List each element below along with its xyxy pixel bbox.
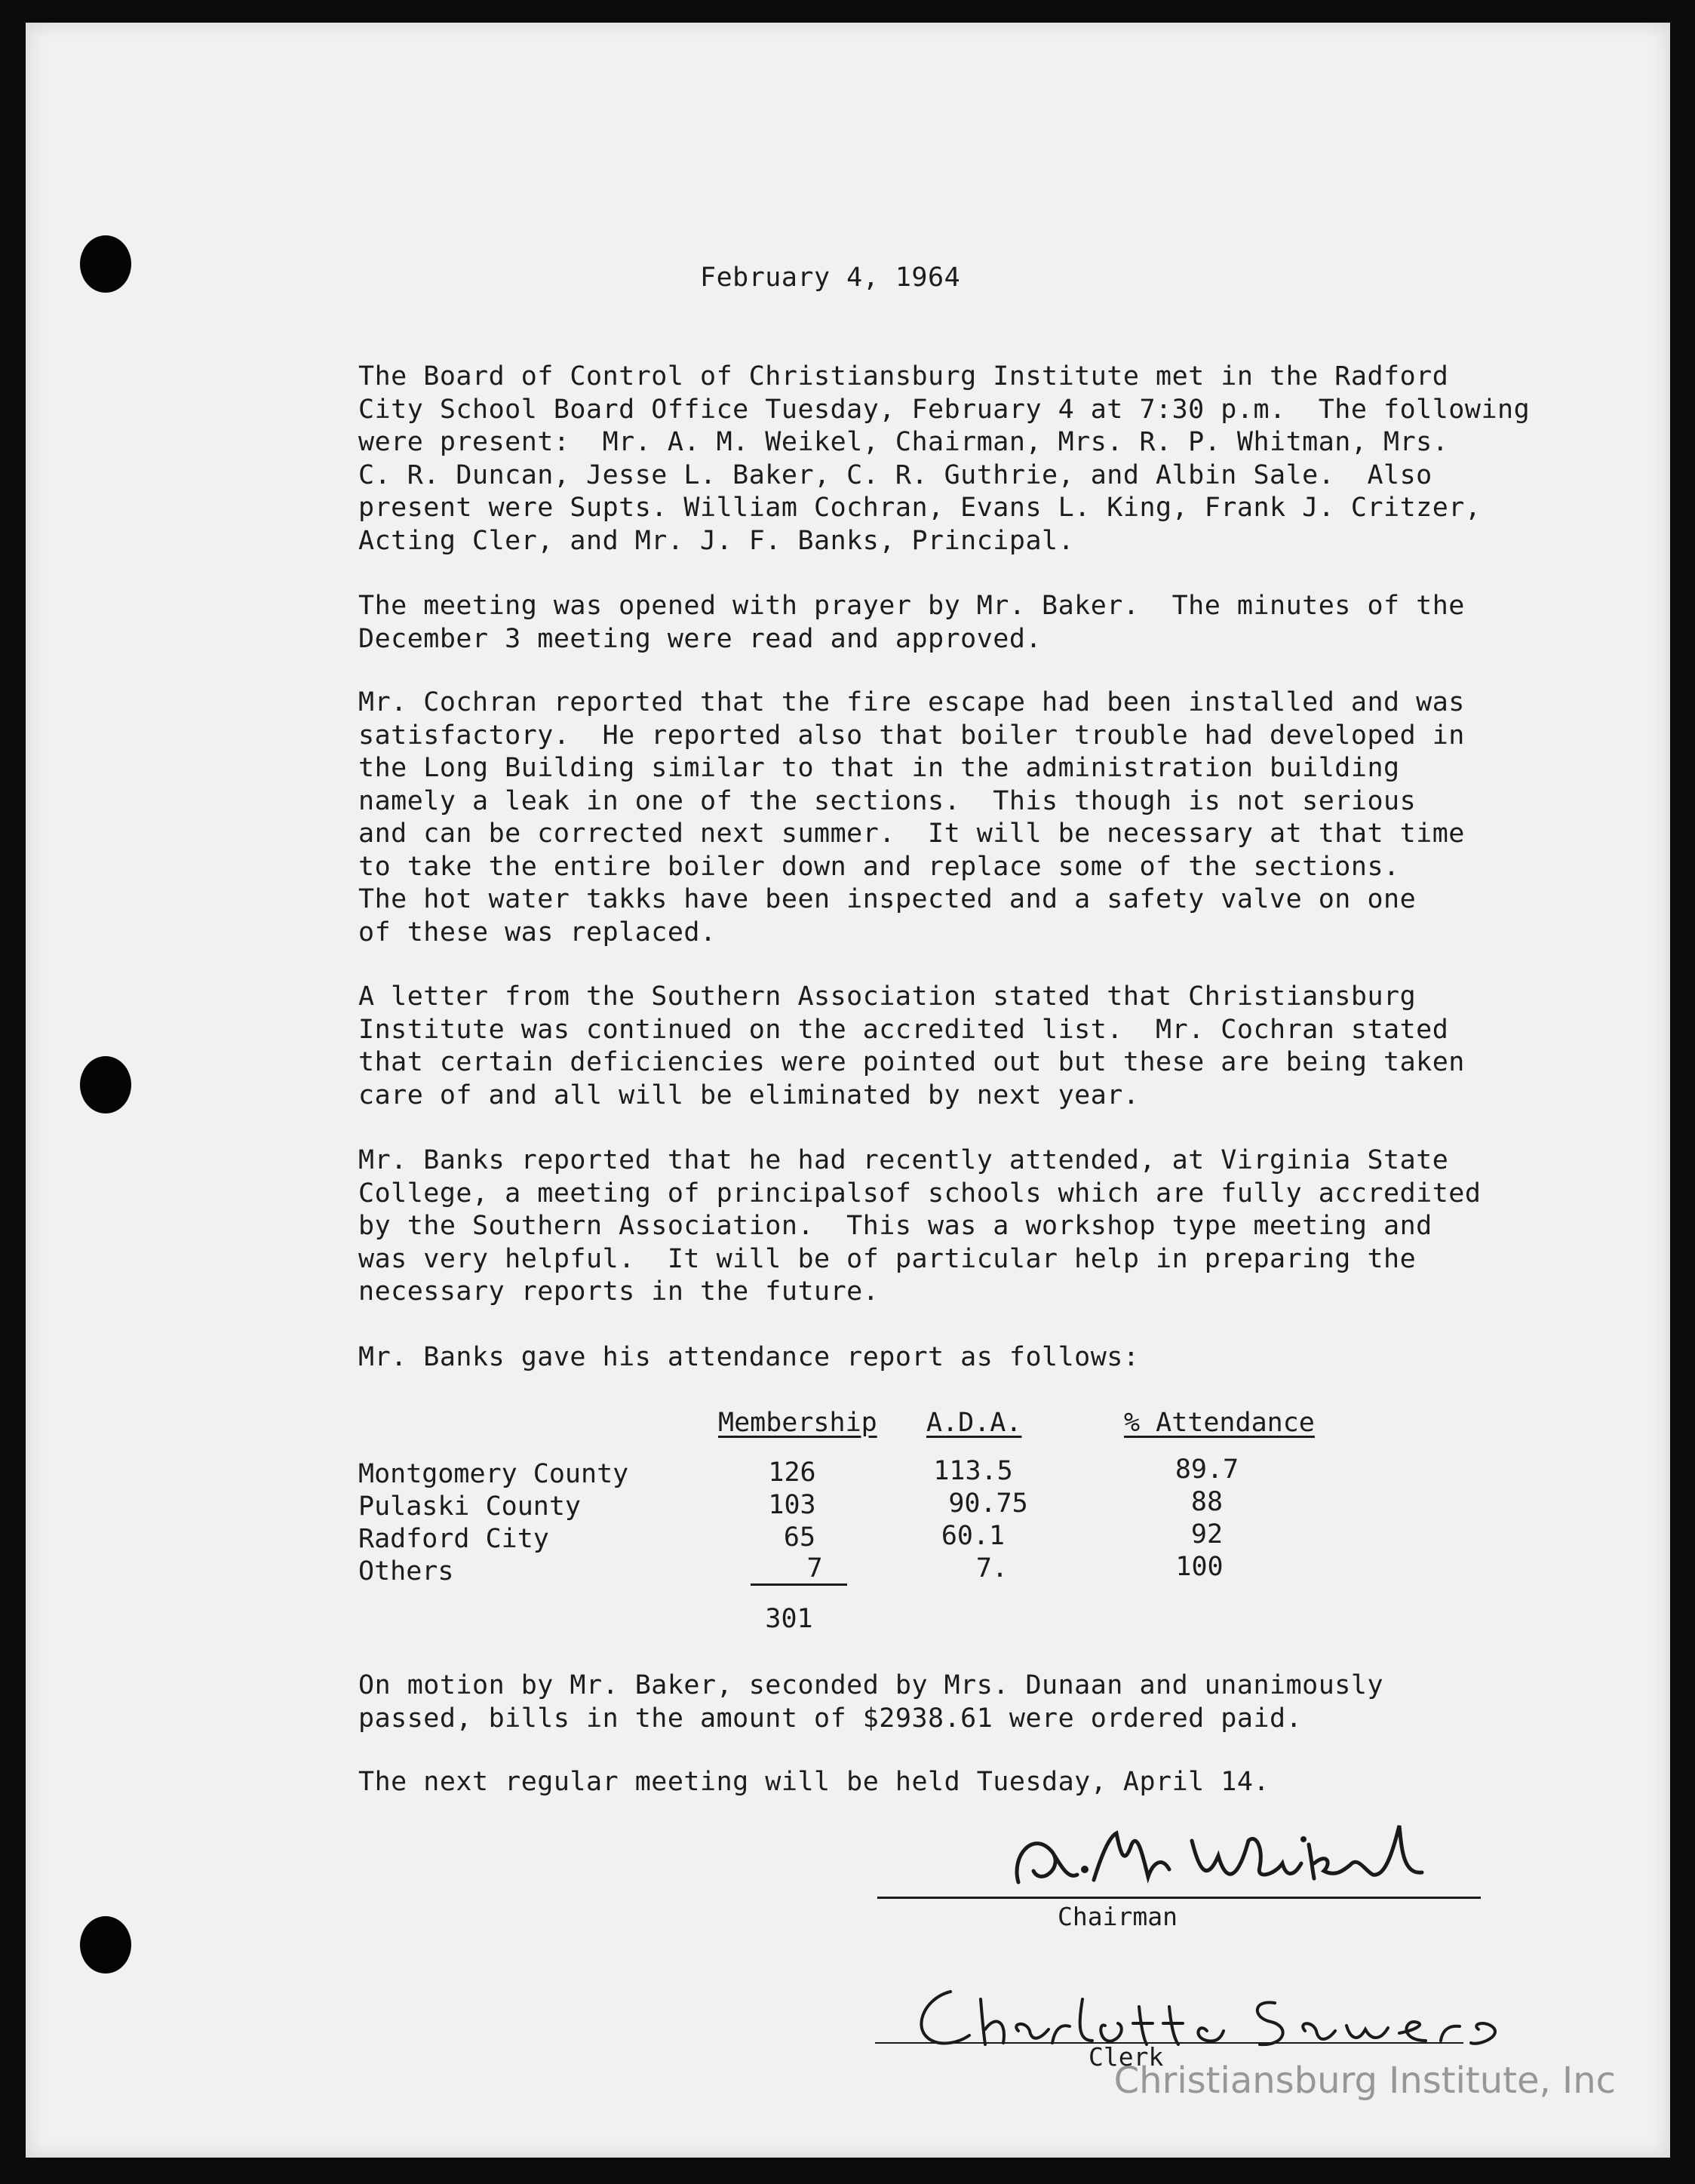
- chairman-signature-line: [877, 1897, 1481, 1899]
- paragraph-fire-escape: Mr. Cochran reported that the fire escape had been installed and was satisfactory. He reported also that boiler trouble had developed in the Long Building similar to that in the administration building namely a leak in one of the sections. This though is not serious and can be corrected next summer. It will be necessary at that time to take the entire boiler down and replace some of the sections. The hot water takks have been inspected and a safety valve on one of these was replaced.: [358, 687, 1465, 948]
- row-label: Pulaski County: [358, 1491, 582, 1522]
- cell-ada: 113.5: [933, 1456, 1013, 1486]
- cell-attendance: 92: [1190, 1519, 1224, 1550]
- paragraph-next-meeting: The next regular meeting will be held Tuesday, April 14.: [358, 1767, 1270, 1797]
- clerk-signature: [898, 1977, 1561, 2060]
- clerk-label: Clerk: [1089, 2042, 1164, 2072]
- cell-ada: 90.75: [948, 1488, 1028, 1519]
- paragraph-southern-association: A letter from the Southern Association stated that Christiansburg Institute was continued on the accredited list. Mr. Cochran stated that certain deficiencies were pointed out but these are being taken care of and all will be eliminated by next year.: [358, 981, 1465, 1110]
- chairman-signature: [988, 1811, 1501, 1901]
- header-attendance: % Attendance: [1124, 1408, 1315, 1438]
- watermark: Christiansburg Institute, Inc: [1113, 2060, 1616, 2102]
- total-membership: 301: [765, 1604, 813, 1634]
- cell-ada: 60.1: [941, 1521, 1006, 1551]
- row-label: Others: [358, 1556, 454, 1587]
- paragraph-workshop: Mr. Banks reported that he had recently attended, at Virginia State College, a meeting of principalsof schools which are fully accredited by the Southern Association. This was a workshop type meeting and was very helpful. It will be of particular help in preparing the necessary reports in the future.: [358, 1145, 1482, 1307]
- paragraph-attendance-intro: Mr. Banks gave his attendance report as follows:: [358, 1342, 1140, 1372]
- punch-hole-bottom: [80, 1916, 131, 1974]
- row-label: Radford City: [358, 1524, 549, 1554]
- header-ada: A.D.A.: [926, 1408, 1022, 1438]
- row-label: Montgomery County: [358, 1459, 629, 1489]
- cell-membership: 7: [806, 1553, 823, 1583]
- punch-hole-top: [80, 235, 131, 293]
- cell-attendance: 88: [1190, 1487, 1224, 1517]
- cell-membership: 103: [768, 1490, 816, 1520]
- cell-attendance: 100: [1175, 1552, 1224, 1582]
- header-membership: Membership: [718, 1408, 877, 1438]
- chairman-label: Chairman: [1058, 1902, 1178, 1931]
- cell-membership: 126: [768, 1458, 816, 1488]
- cell-ada: 7.: [975, 1553, 1009, 1583]
- total-rule: [751, 1583, 847, 1586]
- cell-membership: 65: [783, 1522, 816, 1553]
- clerk-signature-line: [875, 2042, 1463, 2044]
- document-date: February 4, 1964: [700, 263, 961, 293]
- punch-hole-middle: [80, 1056, 131, 1114]
- paragraph-opening: The meeting was opened with prayer by Mr. Baker. The minutes of the December 3 meeting were read and approved.: [358, 591, 1465, 654]
- cell-attendance: 89.7: [1175, 1454, 1239, 1485]
- paragraph-attendees: The Board of Control of Christiansburg Institute met in the Radford City School Board Office Tuesday, February 4 at 7:30 p.m. The following were present: Mr. A. M. Weikel, Chairman, Mrs. R. P. Whitman, Mrs. C. R. Duncan, Jesse L. Baker, C. R. Guthrie, and Albin Sale. Also present were Supts. William Cochran, Evans L. King, Frank J. Critzer, Acting Cler, and Mr. J. F. Banks, Principal.: [358, 361, 1531, 556]
- paragraph-bills: On motion by Mr. Baker, seconded by Mrs. Dunaan and unanimously passed, bills in the amount of $2938.61 were ordered paid.: [358, 1670, 1384, 1734]
